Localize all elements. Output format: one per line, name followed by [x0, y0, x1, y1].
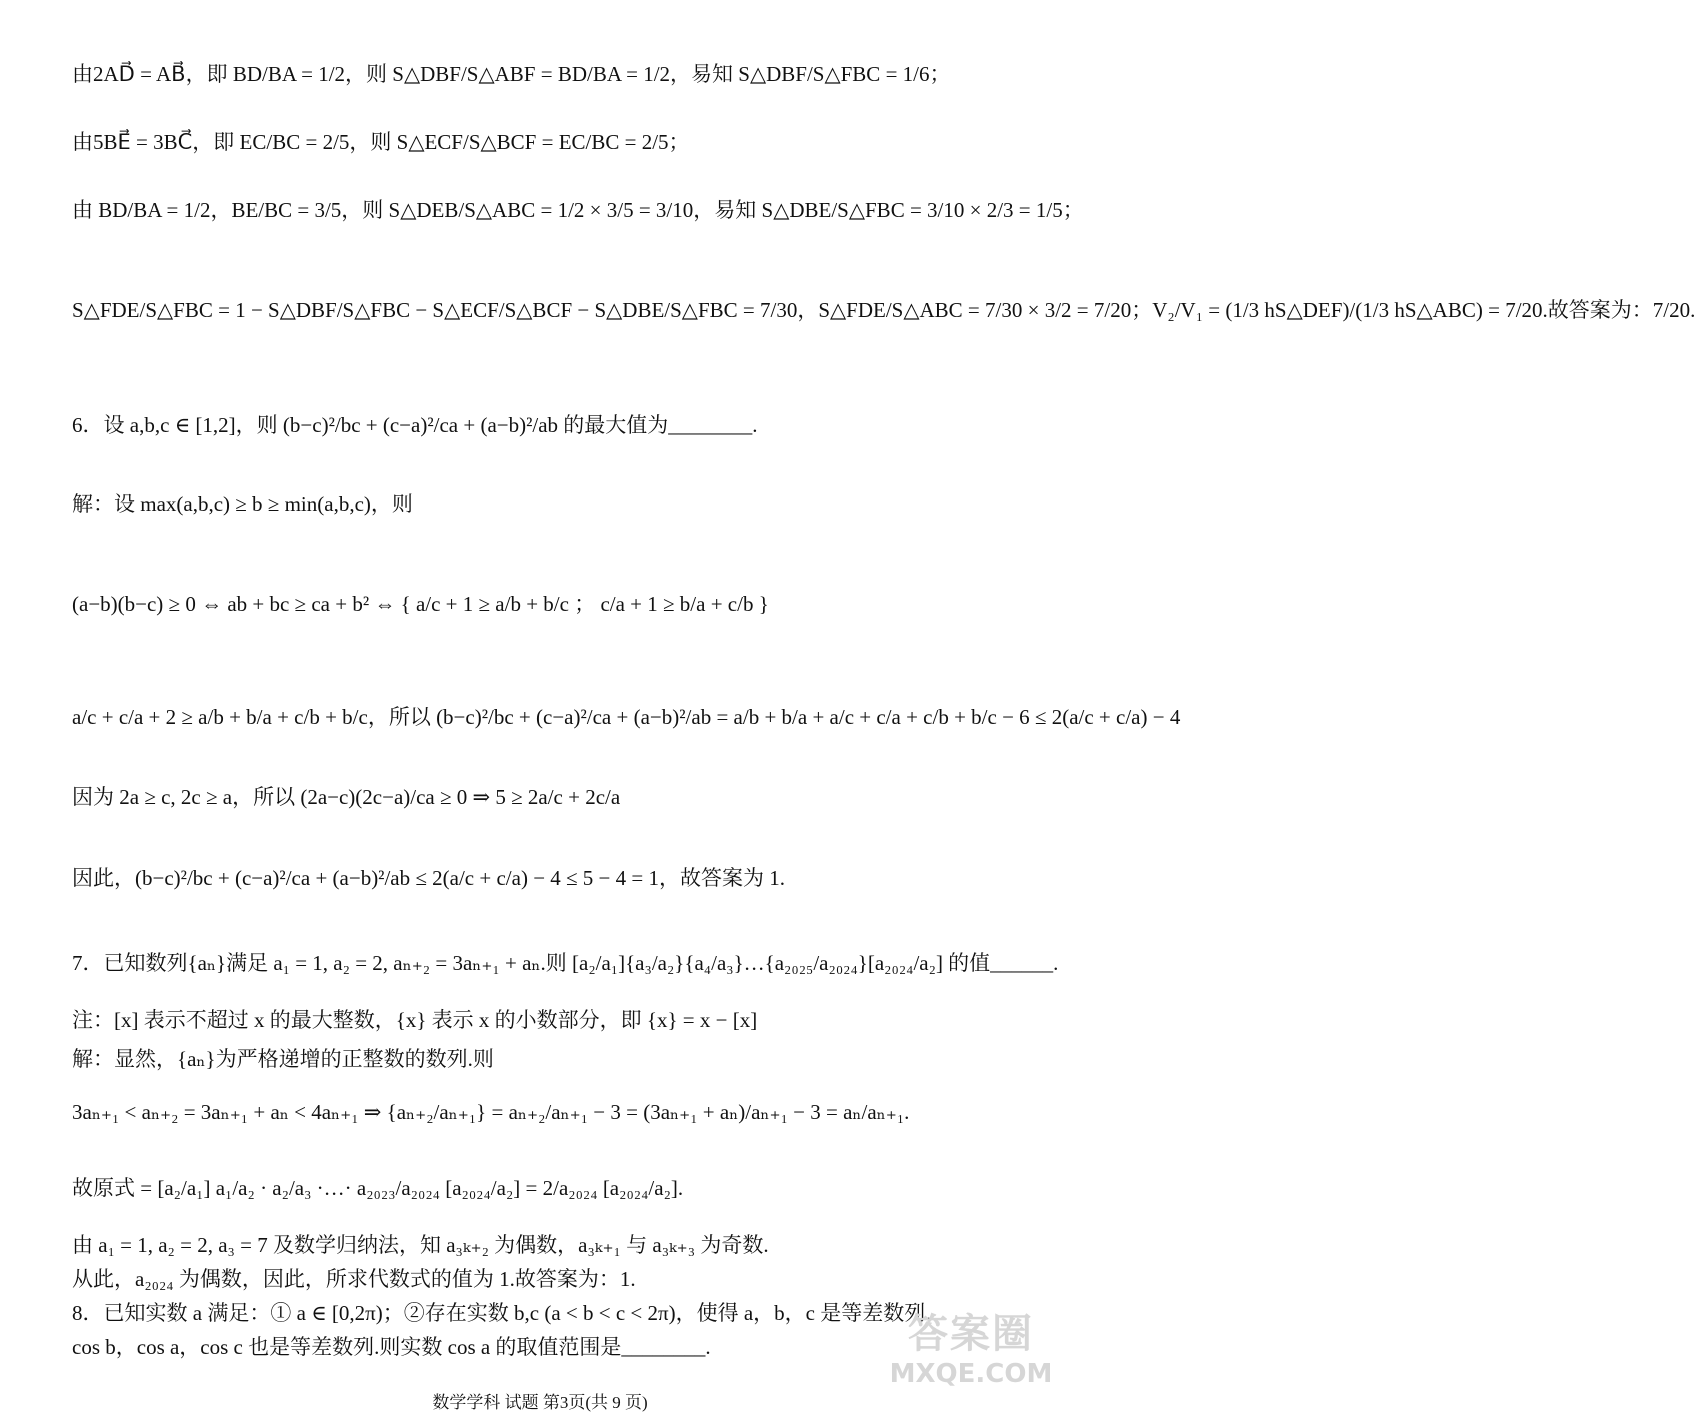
text-line-18: 8．已知实数 a 满足：① a ∈ [0,2π)；②存在实数 b,c (a < b < c < 2π)，使得 a，b，c 是等差数列， [72, 1301, 947, 1325]
text-line-17: 从此，a₂₀₂₄ 为偶数，因此，所求代数式的值为 1.故答案为：1. [72, 1267, 636, 1291]
text-line-9: 因为 2a ≥ c, 2c ≥ a，所以 (2a−c)(2c−a)/ca ≥ 0 ⇒ 5 ≥ 2a/c + 2c/a [72, 785, 621, 809]
text-line-8: a/c + c/a + 2 ≥ a/b + b/a + c/b + b/c，所以 (b−c)²/bc + (c−a)²/ca + (a−b)²/ab = a/b + b/a + a/c + c/a + c/b + b/c − 6 ≤ 2(a/c + c/a) − 4 [72, 705, 1181, 729]
text-line-19: cos b，cos a，cos c 也是等差数列.则实数 cos a 的取值范围是________. [72, 1335, 711, 1359]
watermark-logo [886, 1310, 1056, 1402]
watermark-bottom: MXQE.COM [889, 1359, 1053, 1389]
text-line-5: 6．设 a,b,c ∈ [1,2]，则 (b−c)²/bc + (c−a)²/ca + (a−b)²/ab 的最大值为________. [72, 413, 758, 437]
text-line-3: 由 BD/BA = 1/2，BE/BC = 3/5，则 S△DEB/S△ABC = 1/2 × 3/5 = 3/10，易知 S△DBE/S△FBC = 3/10 × 2/3 = 1/5； [72, 198, 1084, 222]
text-line-6: 解：设 max(a,b,c) ≥ b ≥ min(a,b,c)，则 [72, 492, 413, 516]
page-footer: 数学学科 试题 第3页(共 9 页) [432, 1393, 648, 1412]
text-line-13: 解：显然，{aₙ}为严格递增的正整数的数列.则 [72, 1047, 494, 1071]
text-line-2: 由5BE⃗ = 3BC⃗，即 EC/BC = 2/5，则 S△ECF/S△BCF = EC/BC = 2/5； [72, 130, 690, 154]
text-line-16: 由 a₁ = 1, a₂ = 2, a₃ = 7 及数学归纳法，知 a₃ₖ₊₂ 为偶数，a₃ₖ₊₁ 与 a₃ₖ₊₃ 为奇数. [72, 1233, 769, 1257]
text-line-12: 注：[x] 表示不超过 x 的最大整数，{x} 表示 x 的小数部分，即 {x} = x − [x] [72, 1008, 758, 1032]
text-line-1: 由2AD⃗ = AB⃗，即 BD/BA = 1/2，则 S△DBF/S△ABF = BD/BA = 1/2，易知 S△DBF/S△FBC = 1/6； [72, 62, 951, 86]
text-line-4: S△FDE/S△FBC = 1 − S△DBF/S△FBC − S△ECF/S△BCF − S△DBE/S△FBC = 7/30，S△FDE/S△ABC = 7/30 × 3/2 = 7/20；V₂/V₁ = (1/3 hS△DEF)/(1/3 hS△ABC) = 7/20.故答案为：7/20. [72, 298, 1695, 322]
text-line-15: 故原式 = [a₂/a₁] a₁/a₂ · a₂/a₃ ·…· a₂₀₂₃/a₂₀₂₄ [a₂₀₂₄/a₂] = 2/a₂₀₂₄ [a₂₀₂₄/a₂]. [72, 1176, 684, 1200]
watermark-top: 答案圈 [908, 1311, 1034, 1357]
text-line-11: 7．已知数列{aₙ}满足 a₁ = 1, a₂ = 2, aₙ₊₂ = 3aₙ₊₁ + aₙ.则 [a₂/a₁]{a₃/a₂}{a₄/a₃}…{a₂₀₂₅/a₂₀₂₄}[a₂₀₂₄/a₂] 的值______. [72, 951, 1059, 975]
text-line-14: 3aₙ₊₁ < aₙ₊₂ = 3aₙ₊₁ + aₙ < 4aₙ₊₁ ⇒ {aₙ₊₂/aₙ₊₁} = aₙ₊₂/aₙ₊₁ − 3 = (3aₙ₊₁ + aₙ)/aₙ₊₁ − 3 = aₙ/aₙ₊₁. [72, 1100, 910, 1124]
text-line-7: (a−b)(b−c) ≥ 0 ⇔ ab + bc ≥ ca + b² ⇔ { a/c + 1 ≥ a/b + b/c ； c/a + 1 ≥ b/a + c/b } [72, 592, 769, 616]
text-line-10: 因此，(b−c)²/bc + (c−a)²/ca + (a−b)²/ab ≤ 2(a/c + c/a) − 4 ≤ 5 − 4 = 1，故答案为 1. [72, 866, 785, 890]
